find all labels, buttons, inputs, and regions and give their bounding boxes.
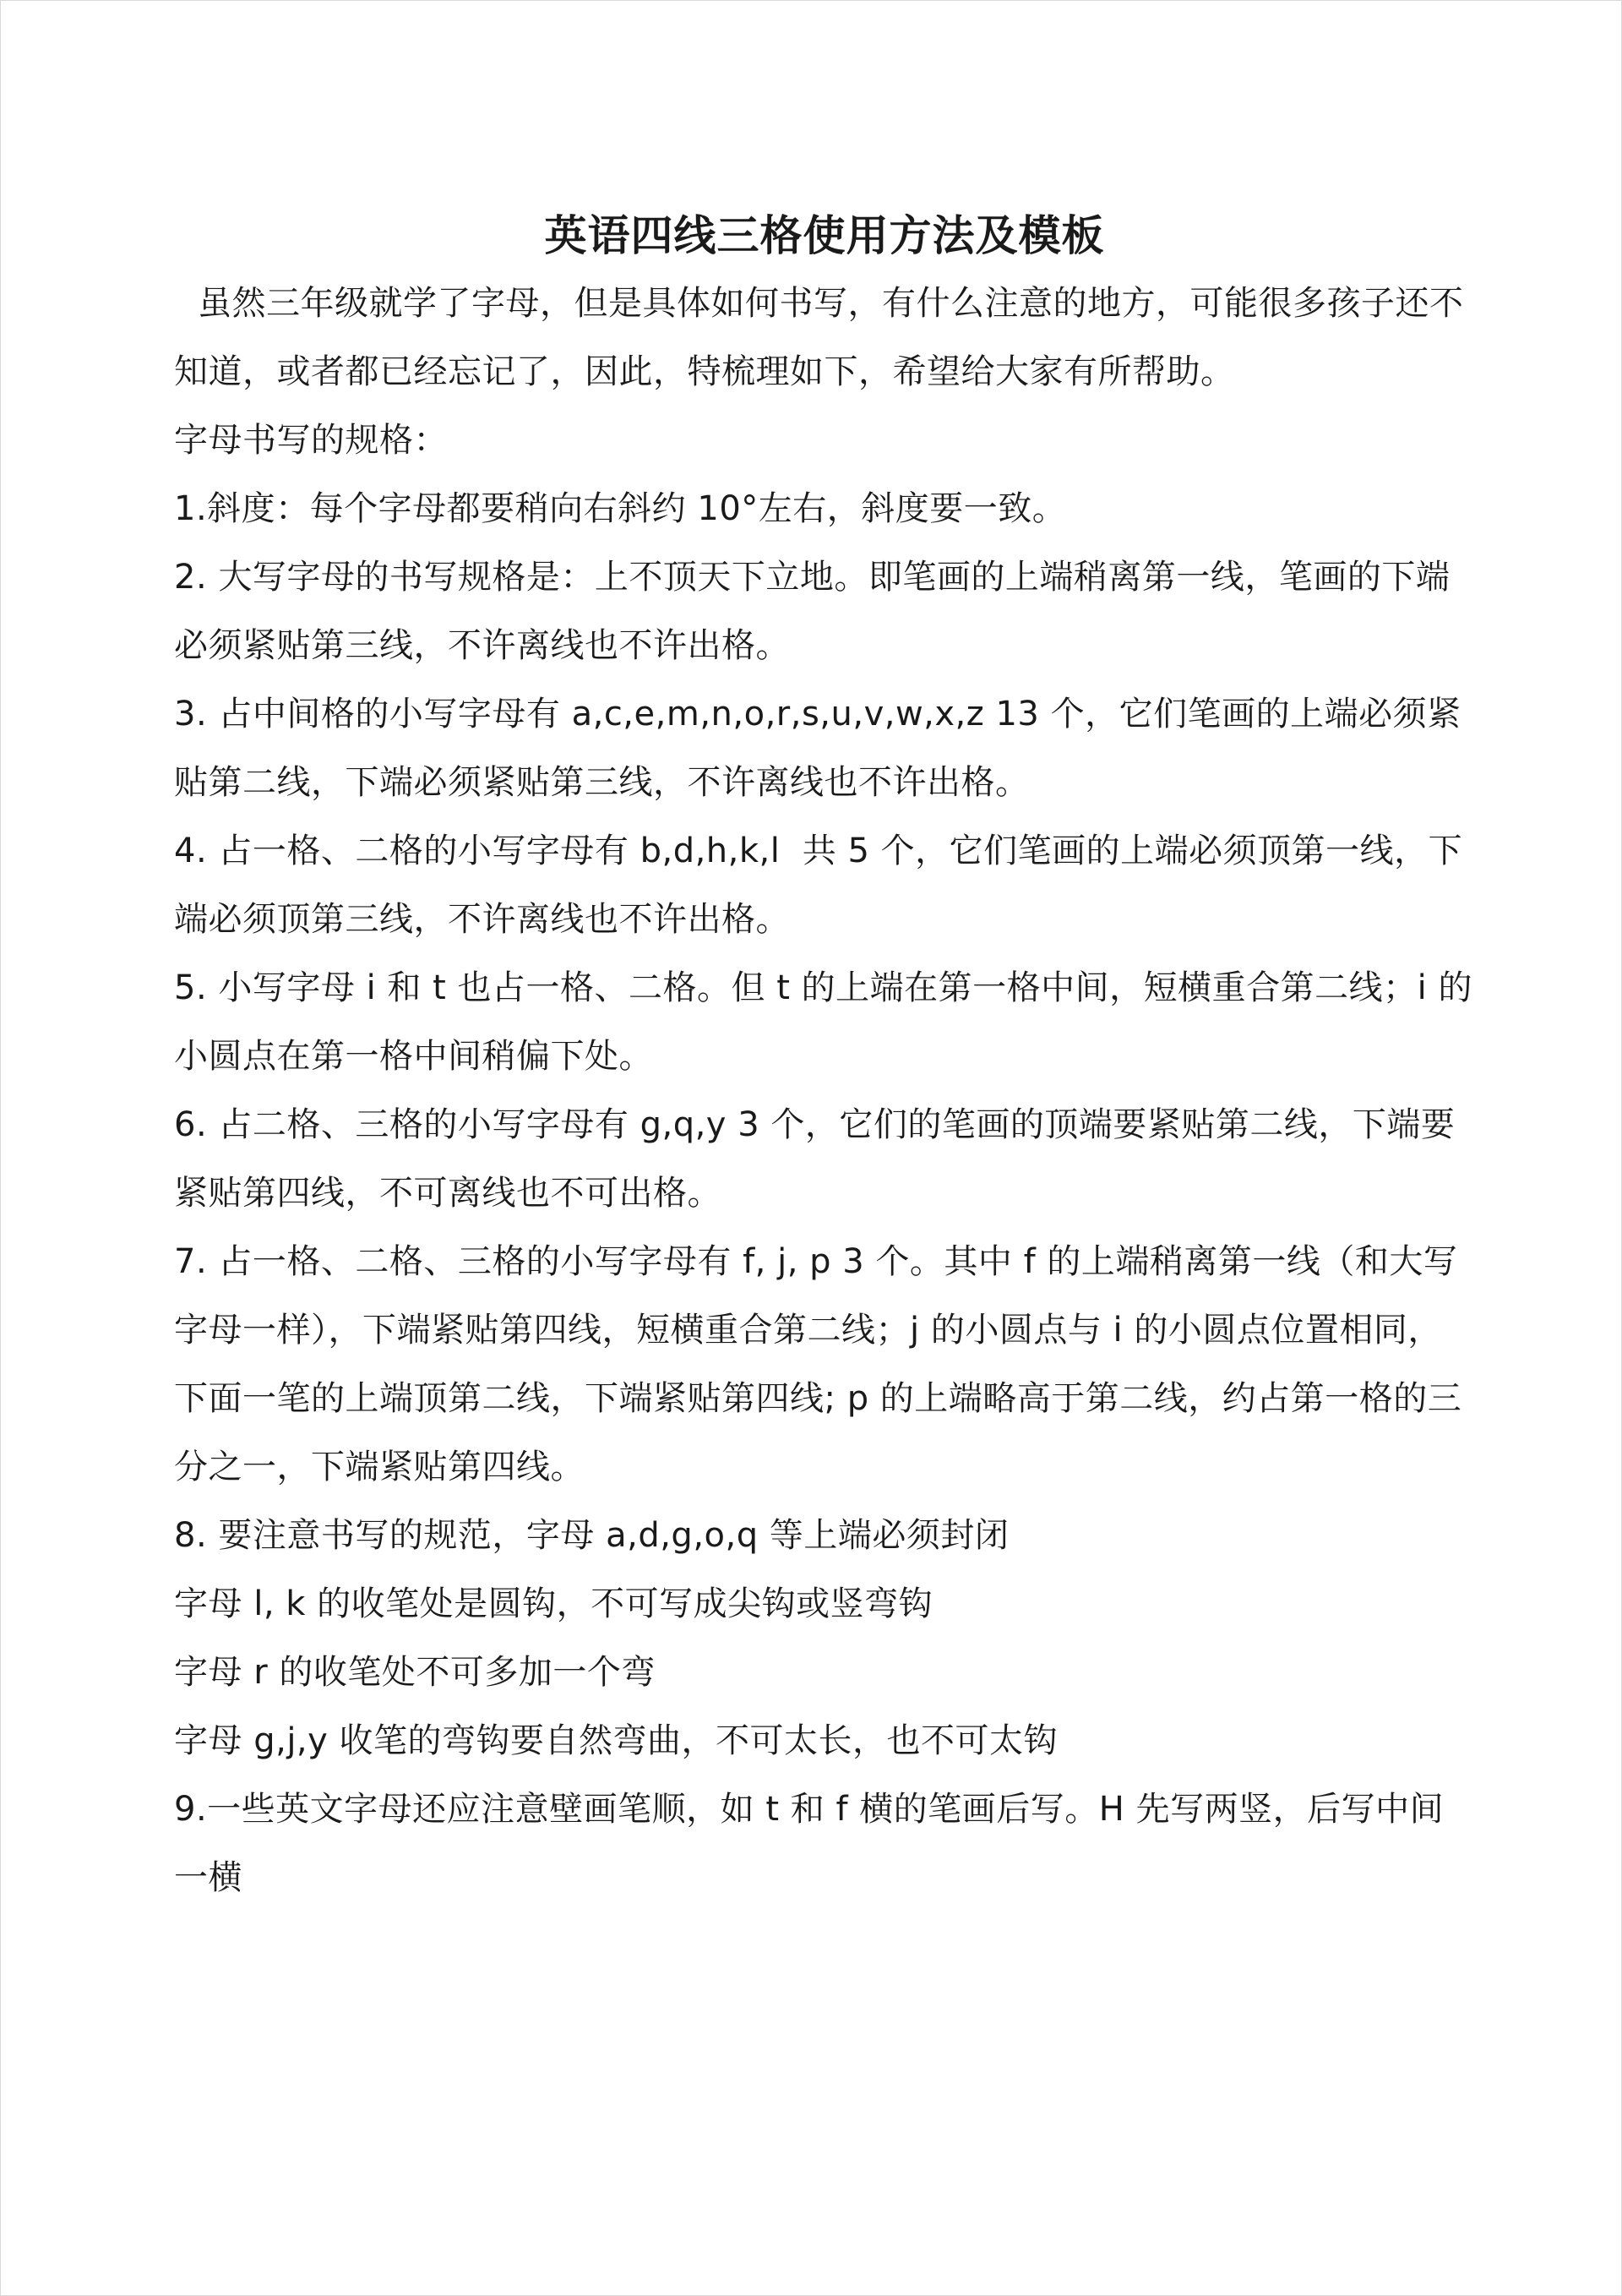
rule-item-3: 3. 占中间格的小写字母有 a,c,e,m,n,o,r,s,u,v,w,x,z 13 个，它们笔画的上端必须紧贴第二线，下端必须紧贴第三线，不许离线也不许出格。 — [174, 695, 1461, 802]
intro-paragraph: 虽然三年级就学了字母，但是具体如何书写，有什么注意的地方，可能很多孩子还不知道，或者都已经忘记了，因此，特梳理如下，希望给大家有所帮助。 — [174, 284, 1464, 391]
section-heading: 字母书写的规格： — [174, 421, 448, 460]
rule-item-7: 7. 占一格、二格、三格的小写字母有 f, j, p 3 个。其中 f 的上端稍离第一线（和大写字母一样），下端紧贴第四线，短横重合第二线；j 的小圆点与 i 的小圆点位置相同，下面一笔的上端顶第二线，下端紧贴第四线; p 的上端略高于第二线，约占第一格的三分之一，下端紧贴第四线。 — [174, 1242, 1462, 1486]
rule-item-5: 5. 小写字母 i 和 t 也占一格、二格。但 t 的上端在第一格中间，短横重合第二线；i 的小圆点在第一格中间稍偏下处。 — [174, 968, 1472, 1076]
rule-item-9: 9.一些英文字母还应注意壁画笔顺，如 t 和 f 横的笔画后写。H 先写两竖，后写中间一横 — [174, 1790, 1445, 1897]
document-body — [174, 202, 1475, 1912]
rule-item-1: 1.斜度：每个字母都要稍向右斜约 10°左右，斜度要一致。 — [174, 489, 1067, 528]
document-title: 英语四线三格使用方法及模板 — [544, 210, 1105, 260]
rule-item-6: 6. 占二格、三格的小写字母有 g,q,y 3 个，它们的笔画的顶端要紧贴第二线，下端要紧贴第四线，不可离线也不可出格。 — [174, 1105, 1456, 1213]
rule-item-8-note-r: 字母 r 的收笔处不可多加一个弯 — [174, 1653, 656, 1692]
rule-item-8: 8. 要注意书写的规范，字母 a,d,g,o,q 等上端必须封闭 — [174, 1516, 1010, 1555]
rule-item-8-note-gjy: 字母 g,j,y 收笔的弯钩要自然弯曲，不可太长，也不可太钩 — [174, 1721, 1059, 1760]
rule-item-2: 2. 大写字母的书写规格是：上不顶天下立地。即笔画的上端稍离第一线，笔画的下端必须紧贴第三线，不许离线也不许出格。 — [174, 558, 1451, 665]
rule-item-8-note-lk: 字母 l, k 的收笔处是圆钩，不可写成尖钩或竖弯钩 — [174, 1584, 933, 1623]
rule-item-4: 4. 占一格、二格的小写字母有 b,d,h,k,l 共 5 个，它们笔画的上端必须顶第一线，下端必须顶第三线，不许离线也不许出格。 — [174, 832, 1463, 939]
